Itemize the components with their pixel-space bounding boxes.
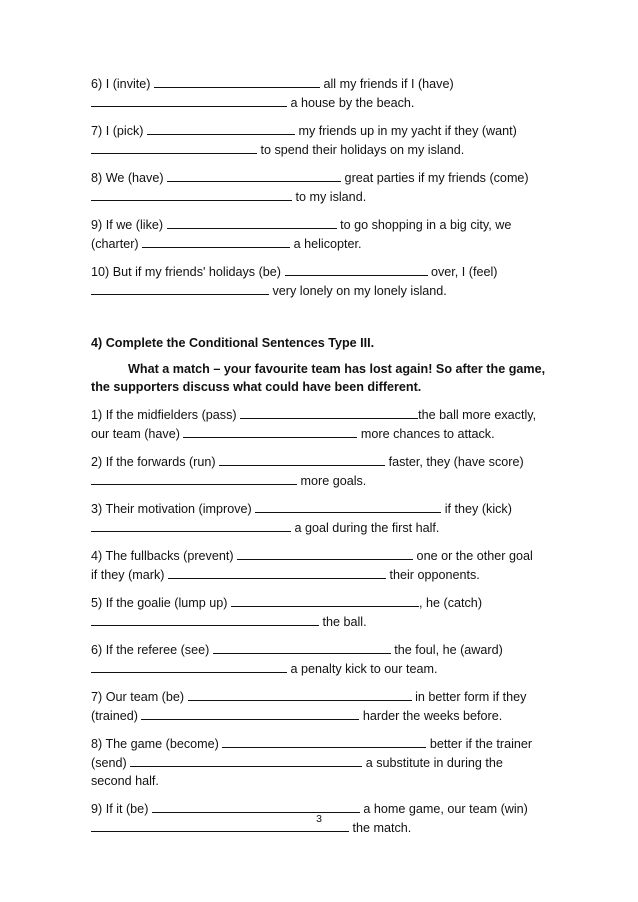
exercise-item: 2) If the forwards (run) faster, they (have score) more goals.: [91, 452, 553, 490]
exercise-item: 8) The game (become) better if the trainer (send) a substitute in during the second half.: [91, 734, 553, 790]
answer-blank[interactable]: [91, 281, 269, 295]
exercise-item: 7) Our team (be) in better form if they (trained) harder the weeks before.: [91, 687, 553, 725]
answer-blank[interactable]: [91, 612, 319, 626]
answer-blank[interactable]: [167, 215, 337, 229]
exercise-item: 7) I (pick) my friends up in my yacht if they (want) to spend their holidays on my island.: [91, 121, 553, 159]
exercise-item: 6) If the referee (see) the foul, he (award) a penalty kick to our team.: [91, 640, 553, 678]
section-heading: 4) Complete the Conditional Sentences Type III.: [91, 336, 375, 350]
answer-blank[interactable]: [91, 140, 257, 154]
answer-blank[interactable]: [91, 471, 297, 485]
exercise-item: 4) The fullbacks (prevent) one or the other goal if they (mark) their opponents.: [91, 546, 553, 584]
answer-blank[interactable]: [91, 187, 292, 201]
answer-blank[interactable]: [147, 121, 295, 135]
answer-blank[interactable]: [91, 518, 291, 532]
answer-blank[interactable]: [231, 593, 419, 607]
exercise-item: 5) If the goalie (lump up) , he (catch) the ball.: [91, 593, 553, 631]
exercise-item: 6) I (invite) all my friends if I (have) a house by the beach.: [91, 74, 553, 112]
answer-blank[interactable]: [141, 706, 359, 720]
answer-blank[interactable]: [91, 659, 287, 673]
answer-blank[interactable]: [188, 687, 412, 701]
answer-blank[interactable]: [255, 499, 441, 513]
answer-blank[interactable]: [285, 262, 428, 276]
exercise-item: 1) If the midfielders (pass) the ball more exactly, our team (have) more chances to attack.: [91, 405, 553, 443]
answer-blank[interactable]: [152, 799, 360, 813]
answer-blank[interactable]: [222, 734, 426, 748]
answer-blank[interactable]: [167, 168, 341, 182]
answer-blank[interactable]: [240, 405, 418, 419]
answer-blank[interactable]: [213, 640, 391, 654]
exercise-item: 3) Their motivation (improve) if they (kick) a goal during the first half.: [91, 499, 553, 537]
worksheet-content: [91, 74, 553, 846]
section-intro: What a match – your favourite team has lost again! So after the game, the supporters discuss what could have been different.: [91, 362, 546, 394]
exercise-item: 10) But if my friends' holidays (be) over, I (feel) very lonely on my lonely island.: [91, 262, 553, 300]
answer-blank[interactable]: [91, 93, 287, 107]
answer-blank[interactable]: [237, 546, 413, 560]
exercise-item: 8) We (have) great parties if my friends (come) to my island.: [91, 168, 553, 206]
exercise-item: 9) If we (like) to go shopping in a big city, we (charter) a helicopter.: [91, 215, 553, 253]
answer-blank[interactable]: [142, 234, 290, 248]
answer-blank[interactable]: [154, 74, 320, 88]
exercise-item: 9) If it (be) a home game, our team (win) the match.: [91, 799, 553, 837]
answer-blank[interactable]: [168, 565, 386, 579]
page-number: 3: [316, 813, 322, 825]
answer-blank[interactable]: [130, 753, 362, 767]
answer-blank[interactable]: [183, 424, 357, 438]
answer-blank[interactable]: [219, 452, 385, 466]
